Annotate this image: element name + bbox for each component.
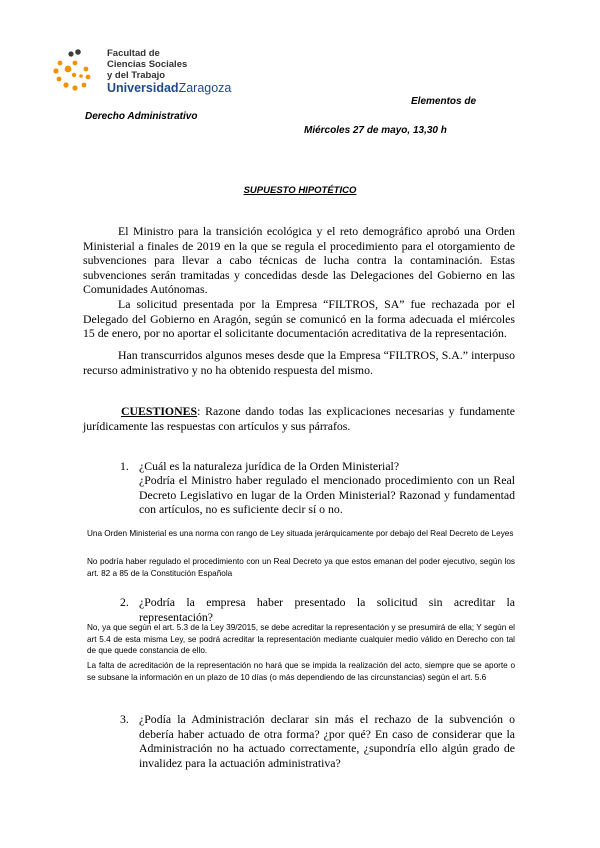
- question-2-answer-2: La falta de acreditación de la representación no hará que se impida la realización del acto, siempre que se aporte o se subsane la información en un plazo de 10 días (o más dependiendo de las circunstancias) según el art. 5.6: [87, 661, 515, 682]
- question-2-text: ¿Podría la empresa haber presentado la solicitud sin acreditar la representación?: [139, 595, 515, 624]
- paragraph-2: La solicitud presentada por la Empresa “FILTROS, SA” fue rechazada por el Delegado del Gobierno en Aragón, según se comunicó en la forma adecuada el miércoles 15 de enero, por no aportar el solicitante documentación acreditativa de la representación.: [83, 297, 515, 341]
- question-3-number: 3.: [120, 712, 129, 726]
- cuestiones-text: : Razone dando todas las explicaciones necesarias y fundamente jurídicamente las respuestas con artículos y sus párrafos.: [83, 404, 515, 433]
- question-1-answer-1: Una Orden Ministerial es una norma con rango de Ley situada jerárquicamente por debajo del Real Decreto de Leyes: [87, 529, 514, 538]
- document-title: [0, 185, 600, 196]
- faculty-name-line3: y del Trabajo: [107, 70, 166, 81]
- question-2-answer-1: No, ya que según el art. 5.3 de la Ley 39/2015, se debe acreditar la representación y se presumirá de ella; Y según el art 5.4 de esta misma Ley, se podrá acreditar la representación mediante cualquier medio válido en Derecho con tal de que quede constancia de ello.: [87, 623, 515, 656]
- question-1-text: ¿Cuál es la naturaleza jurídica de la Orden Ministerial?: [139, 459, 400, 473]
- paragraph-3: Han transcurridos algunos meses desde que la Empresa “FILTROS, S.A.” interpuso recurso administrativo y no ha obtenido respuesta del mismo.: [83, 348, 515, 377]
- faculty-name-line2: Ciencias Sociales: [107, 59, 188, 70]
- paragraph-1: El Ministro para la transición ecológica y el reto demográfico aprobó una Orden Ministerial a finales de 2019 en la que se regula el procedimiento para el otorgamiento de subvenciones para llevar a cabo técnicas de lucha contra la contaminación. Estas subvenciones serán tramitadas y concedidas desde las Delegaciones del Gobierno en las Comunidades Autónomas.: [83, 224, 515, 297]
- cuestiones-label: CUESTIONES: [121, 404, 198, 418]
- faculty-name-line1: Facultad de: [107, 48, 160, 59]
- course-name-part2: Derecho Administrativo: [85, 111, 198, 122]
- university-name-bold: Universidad: [107, 81, 179, 95]
- document-title-text: SUPUESTO HIPOTÉTICO: [243, 185, 357, 196]
- question-3-text: ¿Podía la Administración declarar sin más el rechazo de la subvención o debería haber actuado de otra forma? ¿por qué? En caso de considerar que la Administración no ha actuado correctamente, ¿supondría ello algún grado de invalidez para la actuación administrativa?: [139, 712, 515, 770]
- exam-date: Miércoles 27 de mayo, 13,30 h: [304, 125, 447, 136]
- question-1-answer-2: No podría haber regulado el procedimiento con un Real Decreto ya que estos emanan del poder ejecutivo, según los art. 82 a 85 de la Constitución Española: [87, 557, 515, 578]
- university-name: [107, 81, 231, 95]
- course-name-part1: Elementos de: [411, 96, 477, 107]
- question-1-number: 1.: [120, 459, 129, 473]
- university-logo-icon: [50, 46, 106, 94]
- university-name-light: Zaragoza: [178, 81, 232, 95]
- question-2-number: 2.: [120, 595, 129, 609]
- question-1-text-2: ¿Podría el Ministro haber regulado el mencionado procedimiento con un Real Decreto Legislativo en lugar de la Orden Ministerial? Razonad y fundamentad con artículos, no es suficiente decir sí o no.: [139, 473, 515, 517]
- cuestiones-instructions: [83, 404, 515, 433]
